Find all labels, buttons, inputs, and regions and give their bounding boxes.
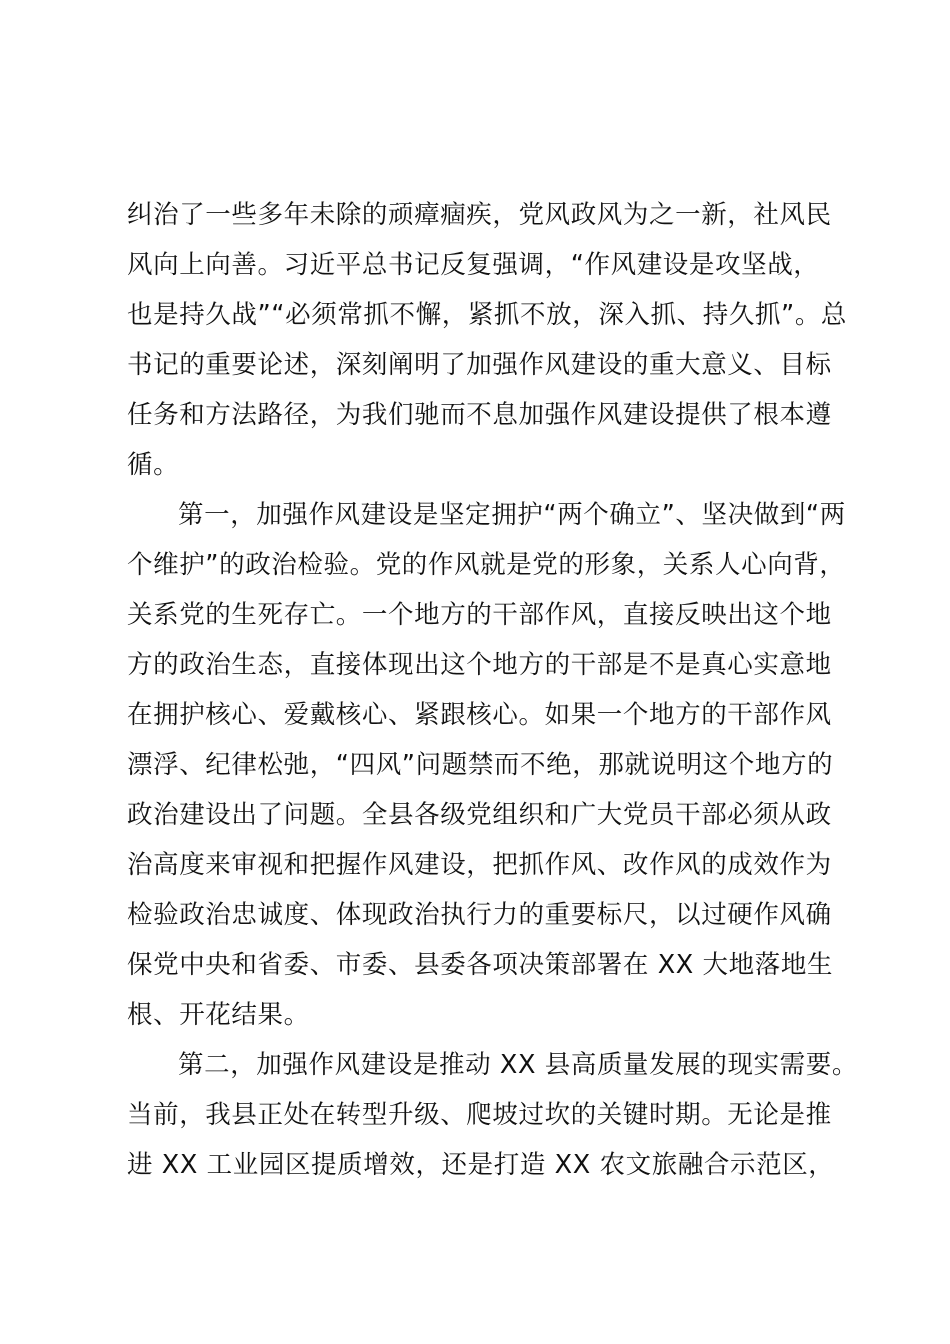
text-line: 第二，加强作风建设是推动 XX 县高质量发展的现实需要。 (178, 1050, 858, 1080)
text-line: 检验政治忠诚度、体现政治执行力的重要标尺，以过硬作风确 (127, 900, 832, 930)
paragraph-second-point (127, 1040, 858, 1190)
paragraph-first-point (127, 490, 846, 1040)
text-line: 风向上向善。习近平总书记反复强调，“作风建设是攻坚战， (127, 250, 820, 280)
text-line: 方的政治生态，直接体现出这个地方的干部是不是真心实意地 (127, 650, 832, 680)
text-line: 进 XX 工业园区提质增效，还是打造 XX 农文旅融合示范区， (127, 1150, 835, 1180)
text-line: 任务和方法路径，为我们驰而不息加强作风建设提供了根本遵 (127, 400, 832, 430)
text-line: 纠治了一些多年未除的顽瘴痼疾，党风政风为之一新，社风民 (127, 200, 832, 230)
paragraph-intro-continued (127, 190, 848, 490)
text-line: 循。 (127, 450, 180, 480)
text-line: 漂浮、纪律松弛，“四风”问题禁而不绝，那就说明这个地方的 (127, 750, 834, 780)
text-line: 也是持久战”“必须常抓不懈，紧抓不放，深入抓、持久抓”。总 (127, 300, 848, 330)
text-line: 第一，加强作风建设是坚定拥护“两个确立”、坚决做到“两 (178, 500, 846, 530)
text-line: 关系党的生死存亡。一个地方的干部作风，直接反映出这个地 (127, 600, 832, 630)
text-line: 根、开花结果。 (127, 1000, 310, 1030)
text-line: 政治建设出了问题。全县各级党组织和广大党员干部必须从政 (127, 800, 832, 830)
text-line: 书记的重要论述，深刻阐明了加强作风建设的重大意义、目标 (127, 350, 832, 380)
text-line: 当前，我县正处在转型升级、爬坡过坎的关键时期。无论是推 (127, 1100, 832, 1130)
text-line: 在拥护核心、爱戴核心、紧跟核心。如果一个地方的干部作风 (127, 700, 832, 730)
text-line: 保党中央和省委、市委、县委各项决策部署在 XX 大地落地生 (127, 950, 834, 980)
text-line: 治高度来审视和把握作风建设，把抓作风、改作风的成效作为 (127, 850, 832, 880)
document-body (127, 190, 858, 1190)
text-line: 个维护”的政治检验。党的作风就是党的形象，关系人心向背， (127, 550, 846, 580)
